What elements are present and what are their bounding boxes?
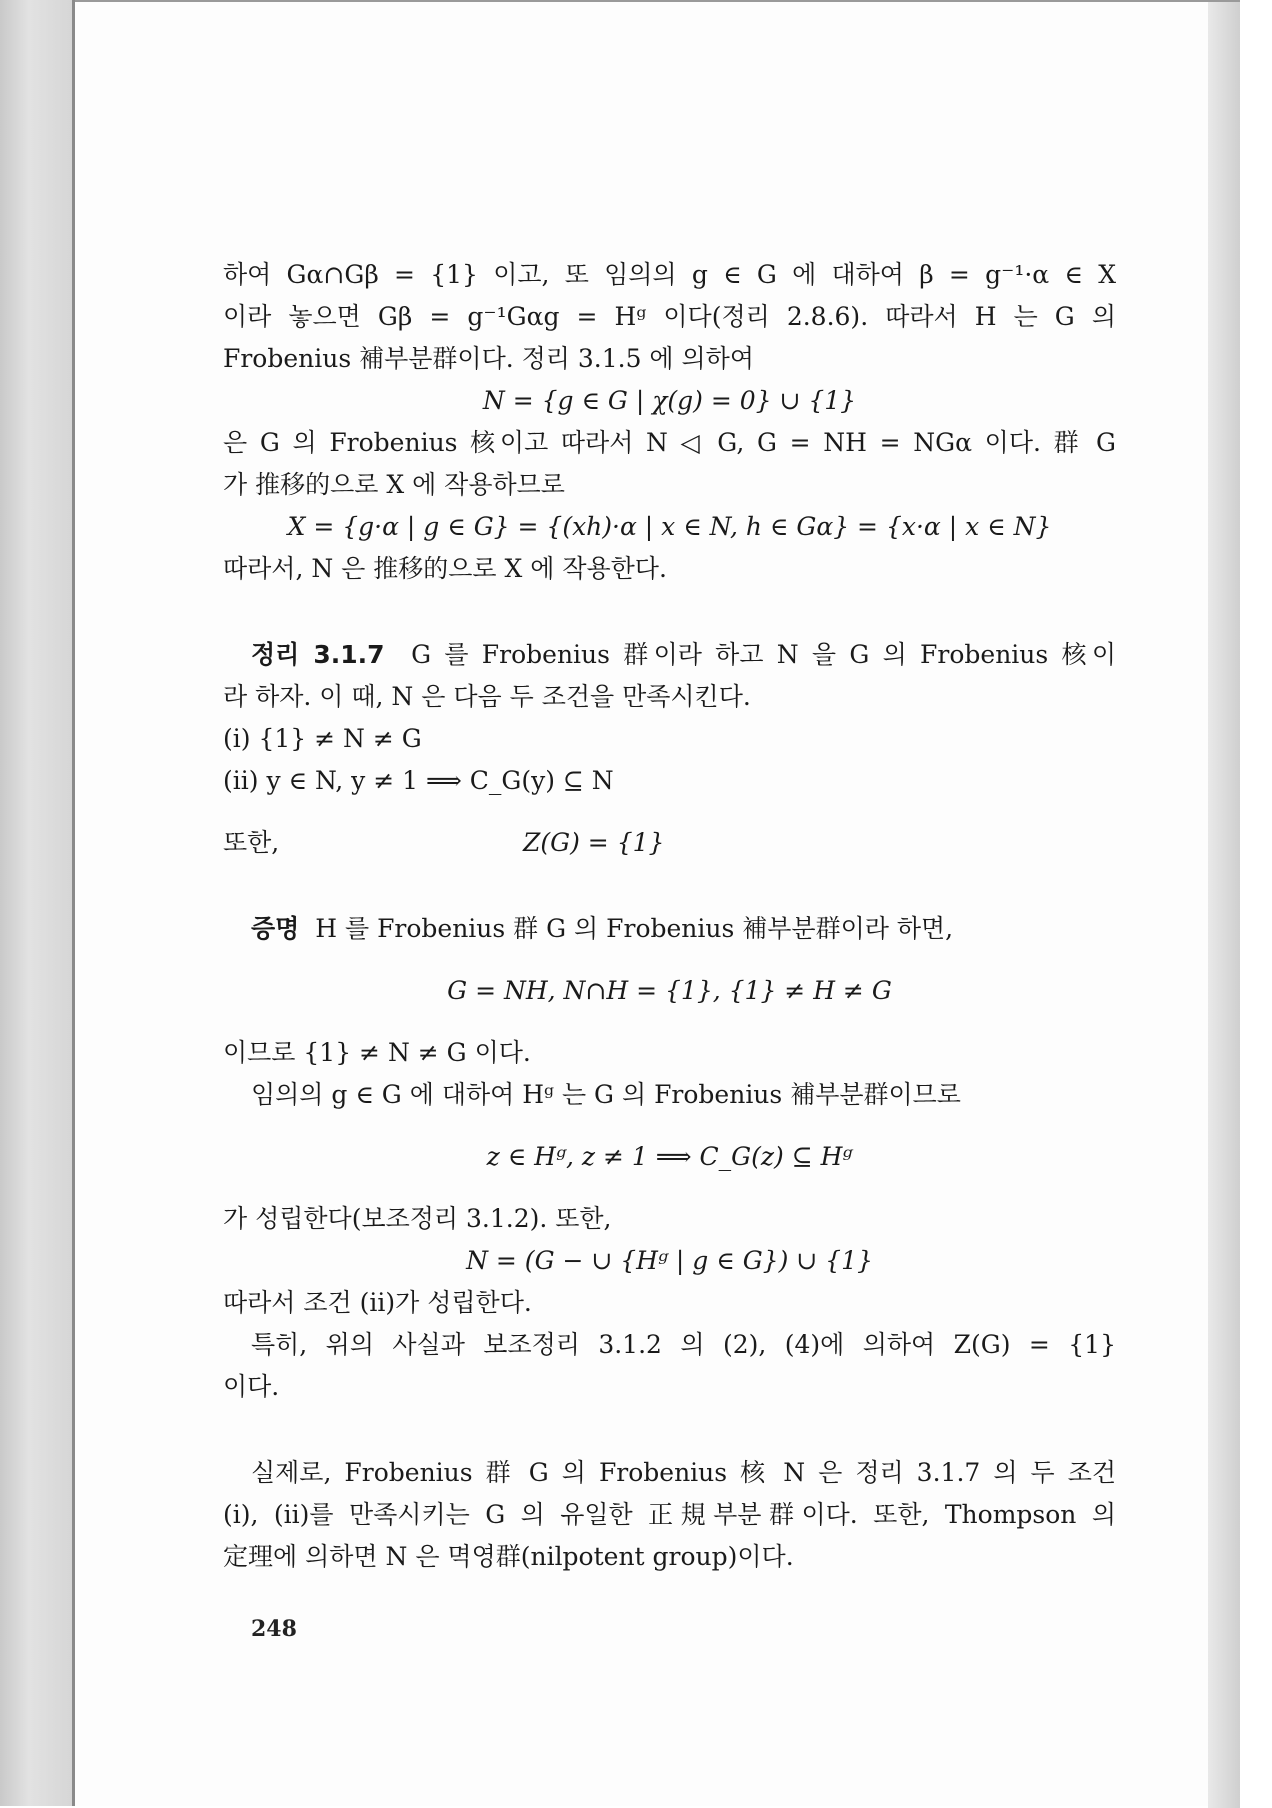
also-line <box>223 822 1116 864</box>
equation: N = (G − ∪ {Hᵍ | g ∈ G}) ∪ {1} <box>466 1246 873 1275</box>
equation: z ∈ Hᵍ, z ≠ 1 ⟹ C_G(z) ⊆ Hᵍ <box>486 1142 853 1171</box>
text-line: 이다. <box>223 1372 280 1401</box>
text-line: 定理에 의하면 N 은 멱영群(nilpotent group)이다. <box>223 1542 794 1571</box>
book-side-spine <box>0 0 72 1806</box>
text-line: 은 G 의 Frobenius 核이고 따라서 N ◁ G, G = NH = NGα 이다. 群 G <box>223 428 1116 457</box>
theorem-label: 정리 3.1.7 <box>251 640 385 669</box>
text-line: (i), (ii)를 만족시키는 G 의 유일한 正規부분群이다. 또한, Thompson 의 <box>223 1500 1116 1529</box>
text-line: 가 推移的으로 X 에 작용하므로 <box>223 470 565 499</box>
page-edge-shadow <box>1208 2 1240 1808</box>
page-text <box>223 254 1116 1578</box>
condition-i: (i) {1} ≠ N ≠ G <box>223 724 422 753</box>
proof-first-line <box>223 908 1116 950</box>
text-line: 임의의 g ∈ G 에 대하여 Hᵍ 는 G 의 Frobenius 補부분群이므로 <box>251 1080 961 1109</box>
equation: Z(G) = {1} <box>523 828 665 857</box>
page-number: 248 <box>251 1616 297 1642</box>
text-line: 이라 놓으면 Gβ = g⁻¹Gαg = Hᵍ 이다(정리 2.8.6). 따라서 H 는 G 의 <box>223 302 1116 331</box>
proof-text: H 를 Frobenius 群 G 의 Frobenius 補부분群이라 하면, <box>315 914 954 943</box>
text-line: 하여 Gα∩Gβ = {1} 이고, 또 임의의 g ∈ G 에 대하여 β = g⁻¹·α ∈ X <box>223 260 1116 289</box>
text-line: 라 하자. 이 때, N 은 다음 두 조건을 만족시킨다. <box>223 682 751 711</box>
also-label: 또한, <box>223 828 280 857</box>
text-line: 따라서 조건 (ii)가 성립한다. <box>223 1288 532 1317</box>
theorem-text: G 를 Frobenius 群이라 하고 N 을 G 의 Frobenius 核이 <box>411 640 1116 669</box>
text-line: 실제로, Frobenius 群 G 의 Frobenius 核 N 은 정리 3.1.7 의 두 조건 <box>251 1458 1116 1487</box>
proof-label: 증명 <box>251 914 300 943</box>
text-line: 가 성립한다(보조정리 3.1.2). 또한, <box>223 1204 612 1233</box>
equation: N = {g ∈ G | χ(g) = 0} ∪ {1} <box>482 386 857 415</box>
text-line: Frobenius 補부분群이다. 정리 3.1.5 에 의하여 <box>223 344 754 373</box>
equation: G = NH, N∩H = {1}, {1} ≠ H ≠ G <box>447 976 892 1005</box>
text-line: 이므로 {1} ≠ N ≠ G 이다. <box>223 1038 531 1067</box>
equation: X = {g·α | g ∈ G} = {(xh)·α | x ∈ N, h ∈ Gα} = {x·α | x ∈ N} <box>287 512 1052 541</box>
condition-ii: (ii) y ∈ N, y ≠ 1 ⟹ C_G(y) ⊆ N <box>223 766 614 795</box>
text-line: 따라서, N 은 推移的으로 X 에 작용한다. <box>223 554 667 583</box>
theorem-first-line <box>223 634 1116 676</box>
text-line: 특히, 위의 사실과 보조정리 3.1.2 의 (2), (4)에 의하여 Z(G) = {1} <box>251 1330 1116 1359</box>
